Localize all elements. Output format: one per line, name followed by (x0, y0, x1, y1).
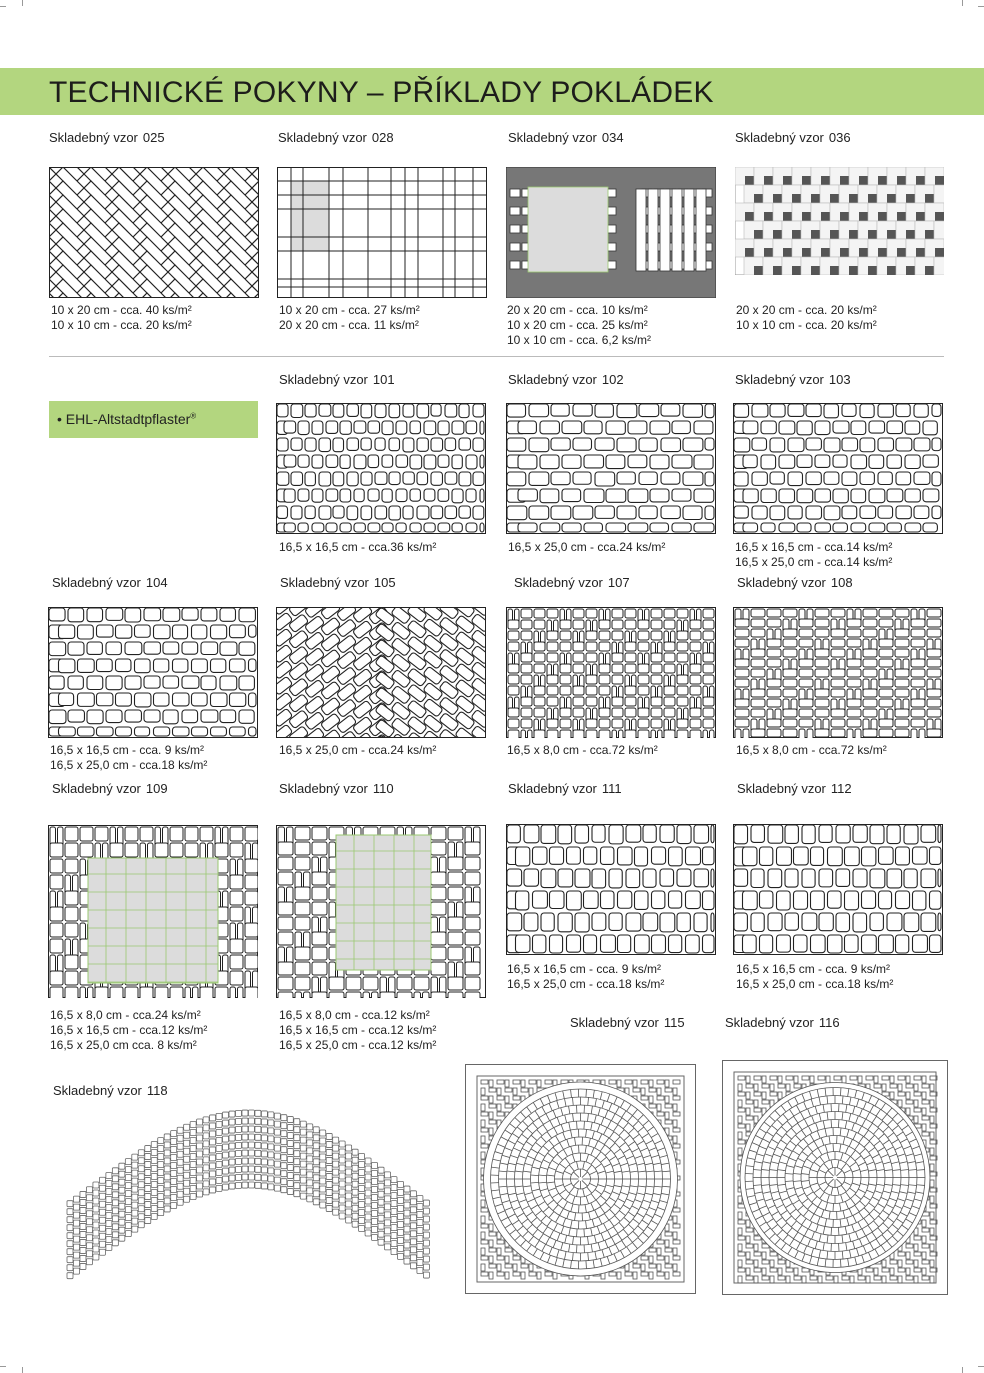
spec-line: 16,5 x 8,0 cm - cca.72 ks/m² (507, 743, 658, 757)
spec-line: 16,5 x 16,5 cm - cca.12 ks/m² (279, 1023, 437, 1037)
registered-mark: ® (190, 411, 197, 421)
pattern-illustration (506, 403, 716, 534)
pattern-specs-107 (507, 743, 658, 758)
pattern-tile-112 (733, 824, 943, 955)
spec-line: 20 x 20 cm - cca. 10 ks/m² (507, 303, 648, 317)
pattern-label-text: Skladebný vzor (52, 781, 141, 796)
pattern-code: 111 (601, 781, 622, 796)
pattern-illustration (733, 403, 943, 534)
pattern-label-102 (508, 372, 624, 387)
spec-line: 16,5 x 16,5 cm - cca.36 ks/m² (279, 540, 437, 554)
pattern-label-118 (53, 1083, 168, 1098)
crop-mark (22, 0, 23, 6)
pattern-illustration (48, 607, 258, 738)
pattern-tile-118 (60, 1108, 440, 1308)
pattern-label-text: Skladebný vzor (279, 781, 368, 796)
pattern-label-028 (278, 130, 394, 145)
spec-line: 16,5 x 8,0 cm - cca.24 ks/m² (50, 1008, 201, 1022)
pattern-specs-110 (279, 1008, 436, 1053)
pattern-illustration (733, 607, 943, 738)
spec-line: 20 x 20 cm - cca. 20 ks/m² (736, 303, 877, 317)
pattern-illustration (276, 607, 486, 738)
pattern-illustration (60, 1108, 440, 1308)
pattern-code: 104 (145, 575, 168, 590)
spec-line: 16,5 x 16,5 cm - cca. 9 ks/m² (736, 962, 891, 976)
pattern-code: 116 (818, 1015, 840, 1030)
pattern-label-107 (514, 575, 630, 590)
pattern-code: 036 (828, 130, 851, 145)
pattern-label-text: Skladebný vzor (735, 372, 824, 387)
spec-line: 16,5 x 25,0 cm - cca.18 ks/m² (736, 977, 894, 991)
pattern-code: 025 (142, 130, 165, 145)
pattern-code: 101 (372, 372, 395, 387)
spec-line: 16,5 x 16,5 cm - cca.12 ks/m² (50, 1023, 208, 1037)
pattern-specs-103 (735, 540, 892, 570)
pattern-tile-036 (735, 167, 944, 275)
pattern-label-109 (52, 781, 168, 796)
pattern-illustration (465, 1064, 696, 1294)
pattern-code: 110 (372, 781, 394, 796)
spec-line: 16,5 x 25,0 cm - cca.18 ks/m² (507, 977, 665, 991)
crop-mark (978, 6, 984, 7)
crop-mark (978, 1366, 984, 1367)
pattern-illustration (276, 403, 486, 534)
pattern-illustration (276, 825, 486, 998)
pattern-tile-034 (506, 167, 716, 298)
spec-line: 10 x 10 cm - cca. 20 ks/m² (736, 318, 877, 332)
spec-line: 16,5 x 16,5 cm - cca. 9 ks/m² (507, 962, 662, 976)
pattern-specs-105 (279, 743, 436, 758)
pattern-label-text: Skladebný vzor (514, 575, 603, 590)
pattern-label-036 (735, 130, 851, 145)
pattern-illustration (735, 167, 944, 275)
pattern-specs-111 (507, 962, 664, 992)
pattern-tile-111 (506, 824, 716, 955)
pattern-specs-028 (279, 303, 420, 333)
spec-line: 16,5 x 16,5 cm - cca.14 ks/m² (735, 540, 893, 554)
pattern-illustration (49, 167, 259, 298)
pattern-tile-025 (49, 167, 259, 298)
spec-line: 16,5 x 25,0 cm cca. 8 ks/m² (50, 1038, 197, 1052)
pattern-label-104 (52, 575, 168, 590)
pattern-label-text: Skladebný vzor (508, 781, 597, 796)
spec-line: 10 x 20 cm - cca. 40 ks/m² (51, 303, 192, 317)
pattern-code: 034 (601, 130, 624, 145)
pattern-label-text: Skladebný vzor (737, 575, 826, 590)
pattern-label-034 (508, 130, 624, 145)
brand-name (57, 411, 196, 427)
pattern-illustration (506, 607, 716, 738)
pattern-label-112 (737, 781, 852, 796)
pattern-code: 103 (828, 372, 851, 387)
spec-line: 16,5 x 8,0 cm - cca.12 ks/m² (279, 1008, 430, 1022)
pattern-label-text: Skladebný vzor (278, 130, 367, 145)
spec-line: 16,5 x 25,0 cm - cca.12 ks/m² (279, 1038, 437, 1052)
pattern-specs-112 (736, 962, 893, 992)
spec-line: 10 x 10 cm - cca. 6,2 ks/m² (507, 333, 652, 347)
pattern-label-text: Skladebný vzor (508, 130, 597, 145)
pattern-label-025 (49, 130, 165, 145)
section-divider (49, 356, 944, 357)
pattern-code: 107 (607, 575, 630, 590)
pattern-code: 105 (373, 575, 396, 590)
pattern-tile-101 (276, 403, 486, 534)
spec-line: 16,5 x 25,0 cm - cca.18 ks/m² (50, 758, 208, 772)
crop-mark (962, 1367, 963, 1373)
pattern-tile-107 (506, 607, 716, 738)
pattern-label-text: Skladebný vzor (570, 1015, 659, 1030)
spec-line: 10 x 10 cm - cca. 20 ks/m² (51, 318, 192, 332)
pattern-label-101 (279, 372, 395, 387)
pattern-tile-116 (722, 1060, 948, 1295)
pattern-specs-102 (508, 540, 665, 555)
pattern-tile-108 (733, 607, 943, 738)
pattern-label-text: Skladebný vzor (52, 575, 141, 590)
pattern-label-text: Skladebný vzor (735, 130, 824, 145)
pattern-label-text: Skladebný vzor (279, 372, 368, 387)
pattern-tile-105 (276, 607, 486, 738)
pattern-illustration (733, 824, 943, 955)
pattern-code: 109 (145, 781, 168, 796)
pattern-label-115 (570, 1015, 685, 1030)
pattern-tile-109 (48, 825, 258, 998)
pattern-code: 102 (601, 372, 624, 387)
spec-line: 16,5 x 25,0 cm - cca.24 ks/m² (508, 540, 666, 554)
pattern-specs-104 (50, 743, 207, 773)
pattern-label-110 (279, 781, 394, 796)
pattern-label-text: Skladebný vzor (508, 372, 597, 387)
pattern-label-116 (725, 1015, 840, 1030)
pattern-illustration (506, 824, 716, 955)
pattern-label-108 (737, 575, 853, 590)
pattern-label-111 (508, 781, 622, 796)
pattern-specs-108 (736, 743, 887, 758)
pattern-tile-103 (733, 403, 943, 534)
pattern-code: 108 (830, 575, 853, 590)
pattern-illustration (506, 167, 716, 298)
pattern-specs-101 (279, 540, 436, 555)
pattern-label-text: Skladebný vzor (280, 575, 369, 590)
pattern-illustration (722, 1060, 948, 1295)
pattern-specs-025 (51, 303, 192, 333)
pattern-tile-110 (276, 825, 486, 998)
spec-line: 16,5 x 25,0 cm - cca.24 ks/m² (279, 743, 437, 757)
crop-mark (962, 0, 963, 6)
crop-mark (22, 1367, 23, 1373)
crop-mark (0, 6, 6, 7)
brand-box (49, 401, 258, 438)
page-title: TECHNICKÉ POKYNY – PŘÍKLADY POKLÁDEK (49, 76, 714, 109)
pattern-label-text: Skladebný vzor (737, 781, 826, 796)
pattern-tile-102 (506, 403, 716, 534)
spec-line: 20 x 20 cm - cca. 11 ks/m² (279, 318, 419, 332)
spec-line: 16,5 x 8,0 cm - cca.72 ks/m² (736, 743, 887, 757)
pattern-illustration (277, 167, 487, 298)
spec-line: 10 x 20 cm - cca. 25 ks/m² (507, 318, 648, 332)
pattern-specs-034 (507, 303, 651, 348)
crop-mark (0, 1366, 6, 1367)
pattern-specs-036 (736, 303, 877, 333)
pattern-code: 112 (830, 781, 852, 796)
pattern-tile-104 (48, 607, 258, 738)
pattern-label-text: Skladebný vzor (53, 1083, 142, 1098)
pattern-code: 115 (663, 1015, 685, 1030)
pattern-illustration (48, 825, 258, 998)
pattern-tile-115 (465, 1064, 696, 1294)
pattern-label-text: Skladebný vzor (725, 1015, 814, 1030)
spec-line: 16,5 x 16,5 cm - cca. 9 ks/m² (50, 743, 205, 757)
brand-label: • EHL-Altstadtpflaster (57, 411, 191, 427)
pattern-specs-109 (50, 1008, 207, 1053)
pattern-code: 118 (146, 1083, 168, 1098)
spec-line: 10 x 20 cm - cca. 27 ks/m² (279, 303, 420, 317)
pattern-label-text: Skladebný vzor (49, 130, 138, 145)
pattern-label-105 (280, 575, 396, 590)
spec-line: 16,5 x 25,0 cm - cca.14 ks/m² (735, 555, 893, 569)
pattern-code: 028 (371, 130, 394, 145)
pattern-tile-028 (277, 167, 487, 298)
pattern-label-103 (735, 372, 851, 387)
